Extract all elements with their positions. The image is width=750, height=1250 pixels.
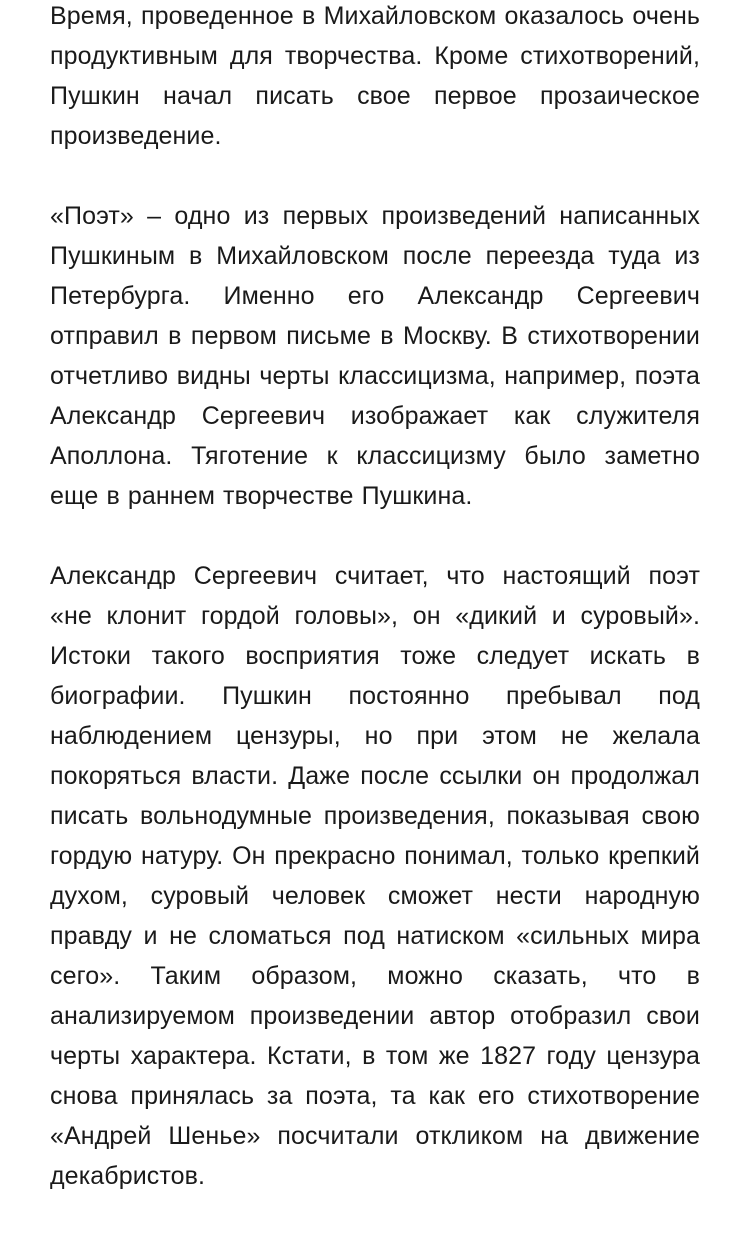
paragraph-censorship: Александр Сергеевич считает, что настоящий поэт «не клонит гордой головы», он «дикий и суровый». Истоки такого восприятия тоже следует искать в биографии. Пушкин постоянно пребывал под наблюдением цензуры, но при этом не желала покоряться власти. Даже после ссылки он продолжал писать вольнодумные произведения, показывая свою гордую натуру. Он прекрасно понимал, только крепкий духом, суровый человек сможет нести народную правду и не сломаться под натиском «сильных мира сего». Таким образом, можно сказать, что в анализируемом произведении автор отобразил свои черты характера. Кстати, в том же 1827 году цензура снова принялась за поэта, та как его стихотворение «Андрей Шенье» посчитали откликом на движение декабристов.	[50, 562, 700, 1190]
paragraph-poet-classicism: «Поэт» – одно из первых произведений написанных Пушкиным в Михайловском после переезда туда из Петербурга. Именно его Александр Сергеевич отправил в первом письме в Москву. В стихотворении отчетливо видны черты классицизма, например, поэта Александр Сергеевич изображает как служителя Аполлона. Тяготение к классицизму было заметно еще в раннем творчестве Пушкина.	[50, 202, 700, 510]
paragraph-mikhailovskoe: Время, проведенное в Михайловском оказалось очень продуктивным для творчества. Кроме стихотворений, Пушкин начал писать свое первое прозаическое произведение.	[50, 2, 700, 150]
article-body	[50, 0, 700, 1196]
